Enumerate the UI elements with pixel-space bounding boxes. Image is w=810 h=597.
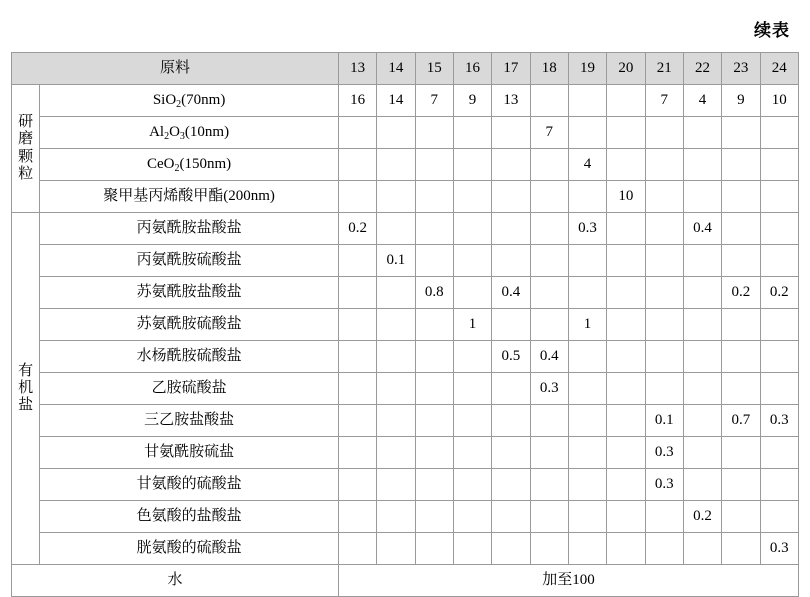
row-label: 胱氨酸的硫酸盐	[40, 533, 339, 565]
cell	[683, 181, 721, 213]
cell	[530, 501, 568, 533]
header-col-14: 14	[377, 53, 415, 85]
header-col-16: 16	[453, 53, 491, 85]
cell: 9	[722, 85, 760, 117]
cell	[683, 149, 721, 181]
cell: 0.3	[530, 373, 568, 405]
group-char-3: 盐	[18, 397, 34, 414]
cell	[760, 501, 798, 533]
cell	[568, 181, 606, 213]
row-label-part: O	[169, 123, 180, 140]
row-label-part: (10nm)	[184, 123, 230, 140]
cell: 7	[530, 117, 568, 149]
cell	[338, 149, 376, 181]
header-col-23: 23	[722, 53, 760, 85]
cell: 16	[338, 85, 376, 117]
cell	[760, 181, 798, 213]
cell	[415, 149, 453, 181]
cell	[722, 437, 760, 469]
table-row	[12, 213, 799, 245]
group-char-2: 机	[18, 379, 34, 396]
cell	[722, 149, 760, 181]
cell	[645, 117, 683, 149]
cell: 4	[683, 85, 721, 117]
cell: 10	[607, 181, 645, 213]
cell: 0.3	[760, 405, 798, 437]
row-label-al2o3	[40, 117, 339, 149]
cell: 0.8	[415, 277, 453, 309]
cell	[760, 469, 798, 501]
cell	[415, 405, 453, 437]
cell	[645, 309, 683, 341]
row-label: 水杨酰胺硫酸盐	[40, 341, 339, 373]
cell: 0.4	[492, 277, 530, 309]
cell	[645, 277, 683, 309]
cell	[683, 437, 721, 469]
table-row	[12, 437, 799, 469]
cell	[453, 469, 491, 501]
table-row	[12, 341, 799, 373]
cell	[530, 277, 568, 309]
cell	[415, 533, 453, 565]
cell	[453, 245, 491, 277]
cell	[760, 373, 798, 405]
cell	[453, 501, 491, 533]
cell	[338, 341, 376, 373]
header-col-20: 20	[607, 53, 645, 85]
cell	[377, 469, 415, 501]
cell: 0.1	[377, 245, 415, 277]
table-row	[12, 149, 799, 181]
group-char-4: 粒	[18, 165, 34, 182]
cell	[607, 85, 645, 117]
table-row	[12, 533, 799, 565]
cell	[568, 341, 606, 373]
cell: 0.5	[492, 341, 530, 373]
cell: 1	[568, 309, 606, 341]
cell	[607, 149, 645, 181]
cell	[453, 181, 491, 213]
cell	[530, 533, 568, 565]
group-label-organic-salt	[12, 213, 40, 565]
cell	[683, 245, 721, 277]
cell	[722, 245, 760, 277]
cell	[683, 533, 721, 565]
cell	[607, 437, 645, 469]
group-char-1: 有	[18, 362, 34, 379]
table-header-row	[12, 53, 799, 85]
cell	[568, 245, 606, 277]
cell: 0.7	[722, 405, 760, 437]
cell	[722, 469, 760, 501]
cell	[492, 149, 530, 181]
table-row	[12, 181, 799, 213]
cell	[492, 501, 530, 533]
cell	[338, 405, 376, 437]
cell	[492, 117, 530, 149]
cell	[760, 341, 798, 373]
cell	[530, 85, 568, 117]
cell	[722, 373, 760, 405]
cell	[568, 469, 606, 501]
cell	[338, 501, 376, 533]
cell	[453, 341, 491, 373]
cell	[760, 213, 798, 245]
table-row	[12, 85, 799, 117]
cell	[492, 469, 530, 501]
cell	[492, 245, 530, 277]
cell	[722, 117, 760, 149]
row-label: 丙氨酰胺硫酸盐	[40, 245, 339, 277]
header-col-19: 19	[568, 53, 606, 85]
cell	[415, 213, 453, 245]
cell	[377, 533, 415, 565]
cell	[722, 533, 760, 565]
cell	[683, 277, 721, 309]
group-char-3: 颗	[18, 148, 34, 165]
cell	[683, 469, 721, 501]
cell	[492, 437, 530, 469]
row-label: 甘氨酰胺硫盐	[40, 437, 339, 469]
cell	[683, 405, 721, 437]
cell	[453, 149, 491, 181]
header-col-17: 17	[492, 53, 530, 85]
cell	[453, 437, 491, 469]
row-label-sub: 3	[179, 130, 185, 142]
cell	[530, 149, 568, 181]
cell: 7	[645, 85, 683, 117]
cell	[338, 277, 376, 309]
cell	[415, 341, 453, 373]
cell	[530, 181, 568, 213]
cell	[377, 341, 415, 373]
cell	[453, 405, 491, 437]
group-char-2: 磨	[18, 131, 34, 148]
row-label-part: (150nm)	[179, 155, 232, 172]
cell	[607, 469, 645, 501]
cell: 9	[453, 85, 491, 117]
group-char-1: 研	[18, 114, 34, 130]
cell	[607, 309, 645, 341]
cell	[645, 213, 683, 245]
cell	[415, 309, 453, 341]
cell	[530, 437, 568, 469]
cell	[645, 181, 683, 213]
cell	[645, 245, 683, 277]
row-label-ceo2	[40, 149, 339, 181]
cell	[645, 373, 683, 405]
cell	[607, 277, 645, 309]
cell	[453, 373, 491, 405]
cell	[607, 533, 645, 565]
cell	[607, 245, 645, 277]
cell	[645, 341, 683, 373]
cell	[415, 373, 453, 405]
cell	[338, 437, 376, 469]
row-label-sub: 2	[176, 98, 182, 110]
group-label-abrasive	[12, 85, 40, 213]
header-col-15: 15	[415, 53, 453, 85]
cell	[530, 469, 568, 501]
cell	[683, 373, 721, 405]
row-label: 丙氨酰胺盐酸盐	[40, 213, 339, 245]
row-label-part: Al	[149, 123, 165, 140]
cell	[530, 213, 568, 245]
row-label: 乙胺硫酸盐	[40, 373, 339, 405]
cell: 0.4	[530, 341, 568, 373]
cell	[338, 245, 376, 277]
cell: 4	[568, 149, 606, 181]
cell	[377, 501, 415, 533]
cell: 0.3	[645, 437, 683, 469]
header-col-24: 24	[760, 53, 798, 85]
cell: 7	[415, 85, 453, 117]
cell	[568, 437, 606, 469]
cell	[377, 213, 415, 245]
cell	[377, 373, 415, 405]
cell	[492, 213, 530, 245]
cell	[607, 373, 645, 405]
cell	[722, 341, 760, 373]
header-col-21: 21	[645, 53, 683, 85]
cell	[568, 117, 606, 149]
cell	[492, 181, 530, 213]
cell	[492, 533, 530, 565]
cell	[760, 149, 798, 181]
cell	[607, 501, 645, 533]
cell	[760, 117, 798, 149]
cell	[453, 277, 491, 309]
header-col-13: 13	[338, 53, 376, 85]
cell: 0.1	[645, 405, 683, 437]
cell	[607, 405, 645, 437]
cell	[415, 437, 453, 469]
cell	[568, 533, 606, 565]
cell	[530, 245, 568, 277]
cell: 0.3	[568, 213, 606, 245]
cell	[568, 277, 606, 309]
cell	[453, 213, 491, 245]
cell: 10	[760, 85, 798, 117]
cell	[607, 117, 645, 149]
table-row	[12, 309, 799, 341]
row-label-pmma: 聚甲基丙烯酸甲酯(200nm)	[40, 181, 339, 213]
cell	[607, 341, 645, 373]
cell	[722, 501, 760, 533]
cell	[568, 501, 606, 533]
cell-water-value: 加至100	[338, 565, 798, 597]
cell	[722, 213, 760, 245]
header-col-18: 18	[530, 53, 568, 85]
row-label-part: SiO	[152, 91, 177, 108]
cell	[377, 117, 415, 149]
header-col-22: 22	[683, 53, 721, 85]
cell	[722, 181, 760, 213]
cell	[338, 181, 376, 213]
cell	[607, 213, 645, 245]
cell	[492, 373, 530, 405]
table-row	[12, 405, 799, 437]
table-row	[12, 501, 799, 533]
cell	[683, 309, 721, 341]
cell	[338, 533, 376, 565]
cell	[415, 501, 453, 533]
cell	[415, 117, 453, 149]
cell	[568, 405, 606, 437]
cell: 13	[492, 85, 530, 117]
cell	[530, 309, 568, 341]
cell	[415, 181, 453, 213]
cell	[415, 469, 453, 501]
table-footer-row	[12, 565, 799, 597]
cell	[453, 117, 491, 149]
row-label-part: (70nm)	[181, 91, 226, 108]
cell	[377, 405, 415, 437]
cell	[568, 85, 606, 117]
table-row	[12, 469, 799, 501]
row-label: 三乙胺盐酸盐	[40, 405, 339, 437]
cell	[568, 373, 606, 405]
cell: 1	[453, 309, 491, 341]
row-label-sio2	[40, 85, 339, 117]
row-label-sub: 2	[164, 130, 170, 142]
cell	[722, 309, 760, 341]
table-row	[12, 373, 799, 405]
formulation-table	[11, 52, 799, 597]
header-material: 原料	[12, 53, 339, 85]
cell	[645, 149, 683, 181]
row-label-water: 水	[12, 565, 339, 597]
cell: 14	[377, 85, 415, 117]
cell	[683, 341, 721, 373]
cell	[338, 469, 376, 501]
cell	[377, 277, 415, 309]
cell	[645, 501, 683, 533]
cell	[377, 437, 415, 469]
table-row	[12, 245, 799, 277]
row-label: 苏氨酰胺硫酸盐	[40, 309, 339, 341]
cell	[453, 533, 491, 565]
cell	[683, 117, 721, 149]
row-label: 甘氨酸的硫酸盐	[40, 469, 339, 501]
cell: 0.3	[645, 469, 683, 501]
cell	[377, 181, 415, 213]
row-label: 苏氨酰胺盐酸盐	[40, 277, 339, 309]
cell	[760, 437, 798, 469]
page-title: 续表	[754, 21, 790, 40]
cell	[415, 245, 453, 277]
cell	[492, 309, 530, 341]
cell: 0.2	[683, 501, 721, 533]
cell: 0.4	[683, 213, 721, 245]
cell: 0.2	[338, 213, 376, 245]
cell	[338, 117, 376, 149]
cell	[377, 149, 415, 181]
table-row	[12, 117, 799, 149]
cell: 0.2	[722, 277, 760, 309]
cell	[377, 309, 415, 341]
row-label-sub: 2	[174, 162, 180, 174]
cell	[492, 405, 530, 437]
row-label: 色氨酸的盐酸盐	[40, 501, 339, 533]
cell	[645, 533, 683, 565]
table-row	[12, 277, 799, 309]
cell: 0.3	[760, 533, 798, 565]
cell	[760, 309, 798, 341]
cell	[760, 245, 798, 277]
cell	[338, 373, 376, 405]
cell	[530, 405, 568, 437]
cell: 0.2	[760, 277, 798, 309]
cell	[338, 309, 376, 341]
row-label-part: CeO	[146, 155, 175, 172]
